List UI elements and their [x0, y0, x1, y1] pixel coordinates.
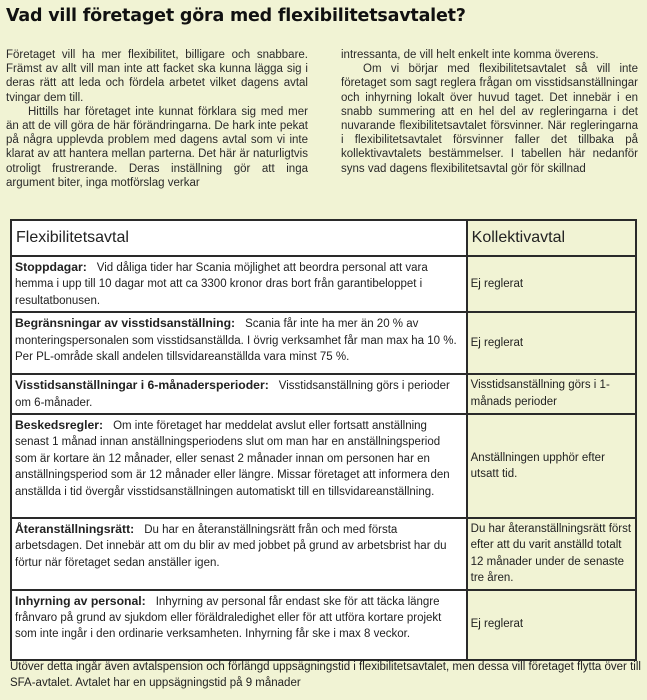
table-row — [11, 374, 636, 414]
intro-paragraph: Om vi börjar med flexibilitetsavtalet så vill inte företaget som sagt reglera frågan om visstidsanställningar och inhyrning lokalt över huvud taget. Det innebär i en snabb summering att en hel del av regleringarna i det nuvarande flexibilitetsavtalet försvinner. När regleringarna i flexibilitetsavtalet försvinner faller det tillbaka på kollektivavtalets bestämmelser. I tabellen här nedanför syns vad dagens flexibilitetsavtal gör för skillnad — [341, 63, 638, 175]
intro-right-column — [341, 48, 638, 176]
header-flexibilitetsavtal: Flexibilitetsavtal — [11, 220, 467, 256]
table-header-row — [11, 220, 636, 256]
row-label: Beskedsregler: — [15, 418, 104, 433]
table-row — [11, 518, 636, 590]
flex-cell — [11, 374, 467, 414]
intro-paragraph: Företaget vill ha mer flexibilitet, billigare och snabbare. Främst av allt vill man inte att facket ska kunna lägga sig i deras rätt att leda och fördela arbetet vilket dagens avtal tvingar dem till. — [6, 49, 308, 104]
table-row — [11, 312, 636, 374]
collective-cell: Ej reglerat — [467, 312, 636, 374]
collective-cell: Anställningen upphör efter utsatt tid. — [467, 414, 636, 518]
collective-cell: Ej reglerat — [467, 256, 636, 312]
table-row — [11, 256, 636, 312]
row-text: Om inte företaget har meddelat avslut eller fortsatt anställning senast 1 månad innan anställningsperiodens slut om man har en anställningsperiod som är kortare än 12 månader, eller senast 2 månader innan om personen har en anställningsperiod som är 12 månader eller längre. Missar företaget att informera den anställda i tid övergår visstidsanställningen automatiskt till en tillsvidareanställning. — [15, 420, 450, 498]
intro-paragraph: intressanta, de vill helt enkelt inte komma överens. — [341, 49, 599, 61]
row-text: Du har en återanställningsrätt från och med första arbetsdagen. Det innebär att om du blir av med jobbet på grund av arbetsbrist har du förtur när företaget sedan anställer igen. — [15, 524, 447, 569]
intro-paragraph: Hittills har företaget inte kunnat förklara sig med mer än att de vill göra de här förändringarna. De hark inte pekat på några upplevda problem med dagens avtal som vi inte klarat av att hantera mellan parterna. Det här är naturligtvis otroligt frustrerande. Deras inställning gör att inga argument biter, inga motförslag verkar — [6, 105, 308, 189]
row-label: Begränsningar av visstidsanställning: — [15, 316, 236, 331]
row-label: Visstidsanställningar i 6-månadersperioder: — [15, 378, 269, 393]
row-text: Visstidsanställning görs i perioder om 6-månader. — [15, 380, 450, 409]
flex-cell — [11, 518, 467, 590]
page-title: Vad vill företaget göra med flexibilitetsavtalet? — [6, 6, 466, 26]
row-label: Inhyrning av personal: — [15, 593, 146, 608]
collective-cell: Ej reglerat — [467, 590, 636, 660]
table-row — [11, 414, 636, 518]
collective-cell: Du har återanställningsrätt först efter att du varit anställd totalt 12 månader under de senaste tre åren. — [467, 518, 636, 590]
header-kollektivavtal: Kollektivavtal — [467, 220, 636, 256]
collective-cell: Visstidsanställning görs i 1-månads perioder — [467, 374, 636, 414]
intro-left-column — [6, 48, 308, 190]
row-text: Vid dåliga tider har Scania möjlighet att beordra personal att vara hemma i upp till 10 dagar mot att ca 3300 kronor dras bort från garantibeloppet i resultatbonusen. — [15, 262, 428, 307]
row-label: Återanställningsrätt: — [15, 522, 135, 537]
row-label: Stoppdagar: — [15, 260, 87, 274]
table-row — [11, 590, 636, 660]
flex-cell — [11, 312, 467, 374]
flex-cell — [11, 256, 467, 312]
footer-note: Utöver detta ingår även avtalspension och förlängd uppsägningstid i flexibilitetsavtalet, men dessa vill företaget flytta över till SFA-avtalet. Avtalet har en uppsägningstid på 9 månader — [10, 661, 641, 690]
row-text: Inhyrning av personal får endast ske för att täcka längre frånvaro på grund av sjukdom eller föräldraledighet eller för att utföra kortare projekt som inte ingår i den ordinarie verksamheten. Inhyrning får ske i max 8 veckor. — [15, 595, 442, 641]
comparison-table — [10, 219, 637, 661]
flex-cell — [11, 590, 467, 660]
row-text: Scania får inte ha mer än 20 % av monteringspersonalen som visstidsanställda. I övrig verksamhet får man max ha 10 %. Per PL-område skall andelen tillsvidareanställda vara minst 75 %. — [15, 318, 457, 364]
flex-cell — [11, 414, 467, 518]
